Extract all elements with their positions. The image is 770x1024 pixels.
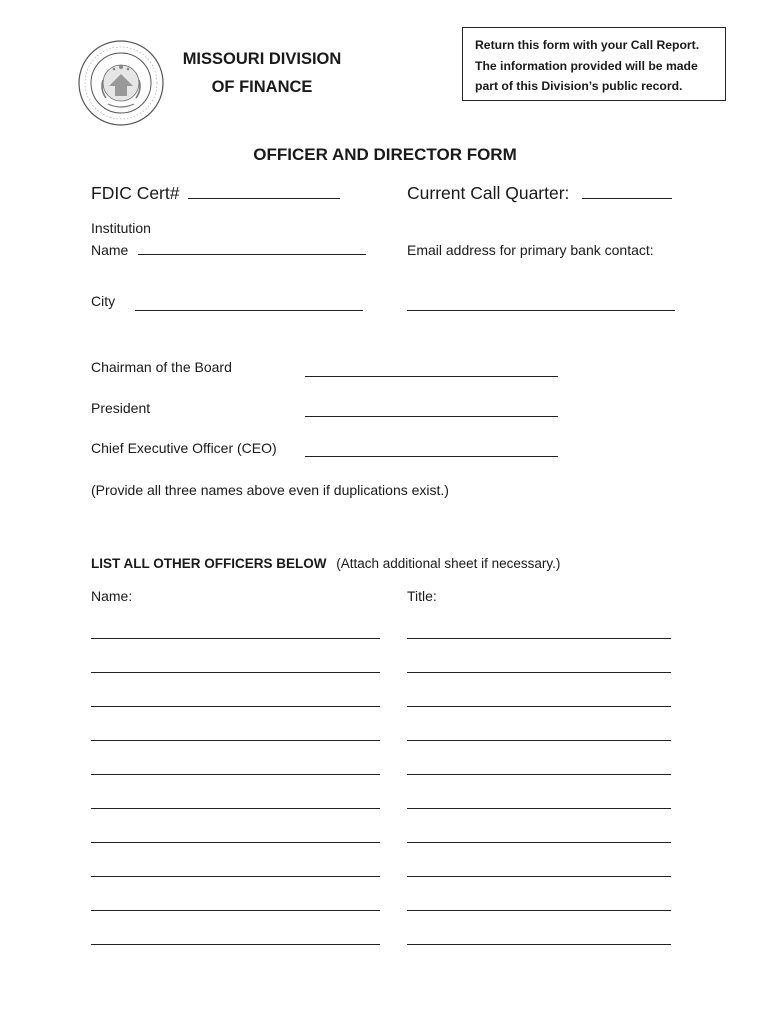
officer-name-blank[interactable] [91,808,380,809]
officer-name-blank[interactable] [91,638,380,639]
officer-title-blank[interactable] [407,876,671,877]
officer-name-blank[interactable] [91,944,380,945]
ceo-blank[interactable] [305,456,558,457]
call-quarter-blank[interactable] [582,198,672,199]
officer-name-blank[interactable] [91,740,380,741]
agency-name-line1: MISSOURI DIVISION [182,50,342,68]
institution-label: Institution [91,220,151,236]
city-blank[interactable] [135,310,363,311]
officer-title-blank[interactable] [407,672,671,673]
officer-name-blank[interactable] [91,706,380,707]
duplication-note: (Provide all three names above even if duplications exist.) [91,482,449,498]
state-seal-icon [78,40,164,126]
institution-name-blank[interactable] [138,254,366,255]
notice-line: part of this Division’s public record. [475,79,683,93]
officer-title-blank[interactable] [407,638,671,639]
institution-name-label: Name [91,242,129,258]
city-label: City [91,293,116,309]
chairman-blank[interactable] [305,376,558,377]
email-label: Email address for primary bank contact: [407,242,654,258]
email-blank[interactable] [407,310,675,311]
officer-title-blank[interactable] [407,740,671,741]
president-blank[interactable] [305,416,558,417]
agency-name-line2: OF FINANCE [211,78,313,96]
fdic-cert-label: FDIC Cert# [91,183,180,203]
fdic-cert-field[interactable] [91,183,340,204]
officer-title-blank[interactable] [407,944,671,945]
return-notice-box [462,27,726,101]
president-label: President [91,400,151,416]
chairman-label: Chairman of the Board [91,359,232,375]
call-quarter-field[interactable] [407,183,672,204]
fdic-cert-blank[interactable] [188,198,340,199]
officer-title-blank[interactable] [407,910,671,911]
notice-line: The information provided will be made [475,58,698,73]
officer-title-blank[interactable] [407,706,671,707]
form-title: OFFICER AND DIRECTOR FORM [253,145,517,164]
officer-title-blank[interactable] [407,774,671,775]
officer-name-blank[interactable] [91,876,380,877]
title-column-label: Title: [407,588,437,604]
other-officers-heading [91,556,560,571]
notice-line: Return this form with your Call Report. [475,38,700,52]
call-quarter-label: Current Call Quarter: [407,183,570,203]
other-officers-heading-text: LIST ALL OTHER OFFICERS BELOW [91,556,327,571]
officer-name-blank[interactable] [91,672,380,673]
officer-name-blank[interactable] [91,910,380,911]
officer-name-blank[interactable] [91,774,380,775]
officer-name-blank[interactable] [91,842,380,843]
officer-title-blank[interactable] [407,808,671,809]
ceo-label: Chief Executive Officer (CEO) [91,440,277,456]
attach-sheet-note: (Attach additional sheet if necessary.) [336,556,561,571]
institution-name-field[interactable] [91,242,366,258]
name-column-label: Name: [91,588,133,604]
officer-title-blank[interactable] [407,842,671,843]
